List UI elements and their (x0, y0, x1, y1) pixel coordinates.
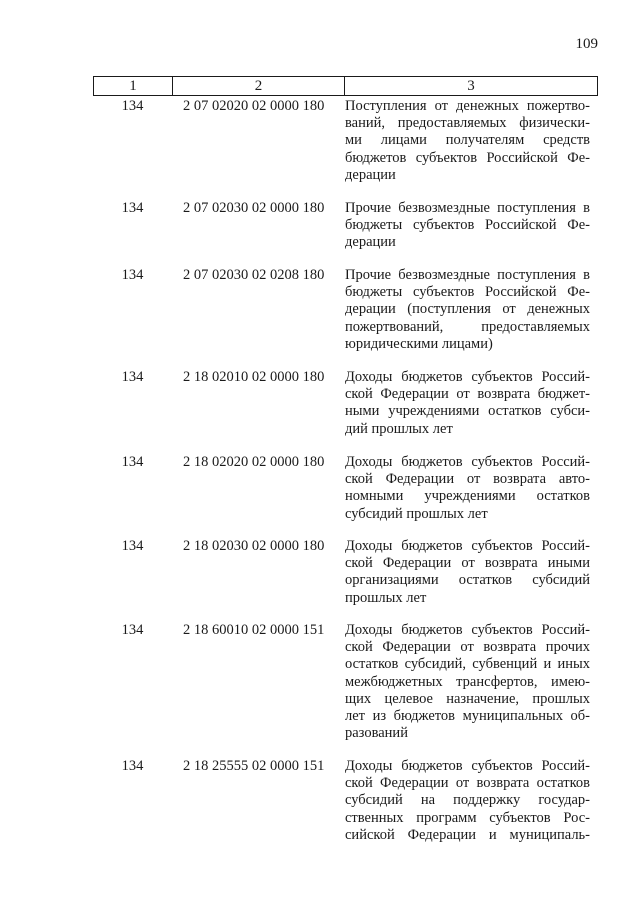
description-line: остатков субсидий, субвенций и иных (345, 656, 590, 673)
description-line: ской Федерации от возврата остатков (345, 775, 590, 792)
description-line: субсидий на поддержку государ- (345, 792, 590, 809)
description-line: юридическими лицами) (345, 335, 493, 352)
income-description (345, 267, 590, 353)
description-line: ми лицами получателям средств (345, 132, 590, 149)
description-line: лет из бюджетов муниципальных об- (345, 707, 590, 724)
description-line: щих целевое назначение, прошлых (345, 690, 590, 707)
description-line: бюджеты субъектов Российской Фе- (345, 284, 590, 301)
description-line: пожертвований, предоставляемых (345, 318, 590, 335)
description-line: бюджетов субъектов Российской Фе- (345, 149, 590, 166)
description-line: Доходы бюджетов субъектов Россий- (345, 369, 590, 385)
admin-code: 134 (121, 98, 144, 114)
budget-classification-code: 2 18 25555 02 0000 151 (183, 758, 325, 774)
description-line: прошлых лет (345, 589, 427, 606)
description-line: дерации (345, 234, 396, 251)
description-line: ской Федерации от возврата авто- (345, 471, 590, 488)
description-line: бюджеты субъектов Российской Фе- (345, 217, 590, 234)
description-line: разований (345, 725, 408, 742)
income-description (345, 369, 590, 438)
budget-classification-code: 2 07 02020 02 0000 180 (183, 98, 325, 114)
budget-classification-code: 2 07 02030 02 0208 180 (183, 267, 325, 283)
description-line: Прочие безвозмездные поступления в (345, 267, 590, 283)
header-col-3: 3 (467, 78, 475, 94)
description-line: Поступления от денежных пожертво- (345, 98, 590, 114)
income-description (345, 538, 590, 607)
description-line: Прочие безвозмездные поступления в (345, 200, 590, 216)
description-line: ской Федерации от возврата иными (345, 555, 590, 572)
income-description (345, 454, 590, 523)
description-line: дерации (345, 166, 396, 183)
header-col-2: 2 (173, 77, 345, 95)
budget-classification-code: 2 18 02030 02 0000 180 (183, 538, 325, 554)
budget-classification-code: 2 18 60010 02 0000 151 (183, 622, 325, 638)
admin-code: 134 (121, 622, 144, 638)
admin-code: 134 (121, 758, 144, 774)
description-line: ской Федерации от возврата бюджет- (345, 386, 590, 403)
admin-code: 134 (121, 369, 144, 385)
admin-code: 134 (121, 267, 144, 283)
description-line: дий прошлых лет (345, 420, 453, 437)
admin-code: 134 (121, 538, 144, 554)
admin-code: 134 (121, 200, 144, 216)
budget-classification-code: 2 18 02020 02 0000 180 (183, 454, 325, 470)
description-line: Доходы бюджетов субъектов Россий- (345, 758, 590, 774)
description-line: ственных программ субъектов Рос- (345, 809, 590, 826)
description-line: ваний, предоставляемых физически- (345, 115, 590, 132)
description-line: ными учреждениями остатков субси- (345, 403, 590, 420)
admin-code: 134 (121, 454, 144, 470)
income-description (345, 98, 590, 184)
description-line: Доходы бюджетов субъектов Россий- (345, 538, 590, 554)
description-line: номными учреждениями остатков (345, 488, 590, 505)
description-line: дерации (поступления от денежных (345, 301, 590, 318)
description-line: сийской Федерации и муниципаль- (345, 826, 590, 843)
page-number: 109 (575, 36, 598, 52)
income-description (345, 200, 590, 252)
budget-classification-code: 2 07 02030 02 0000 180 (183, 200, 325, 216)
description-line: ской Федерации от возврата прочих (345, 639, 590, 656)
description-line: субсидий прошлых лет (345, 505, 488, 522)
description-line: Доходы бюджетов субъектов Россий- (345, 454, 590, 470)
income-description (345, 758, 590, 844)
budget-classification-code: 2 18 02010 02 0000 180 (183, 369, 325, 385)
description-line: организациями остатков субсидий (345, 572, 590, 589)
table-header (93, 76, 598, 96)
header-col-1: 1 (94, 77, 173, 95)
description-line: Доходы бюджетов субъектов Россий- (345, 622, 590, 638)
income-description (345, 622, 590, 742)
description-line: межбюджетных трансфертов, имею- (345, 673, 590, 690)
